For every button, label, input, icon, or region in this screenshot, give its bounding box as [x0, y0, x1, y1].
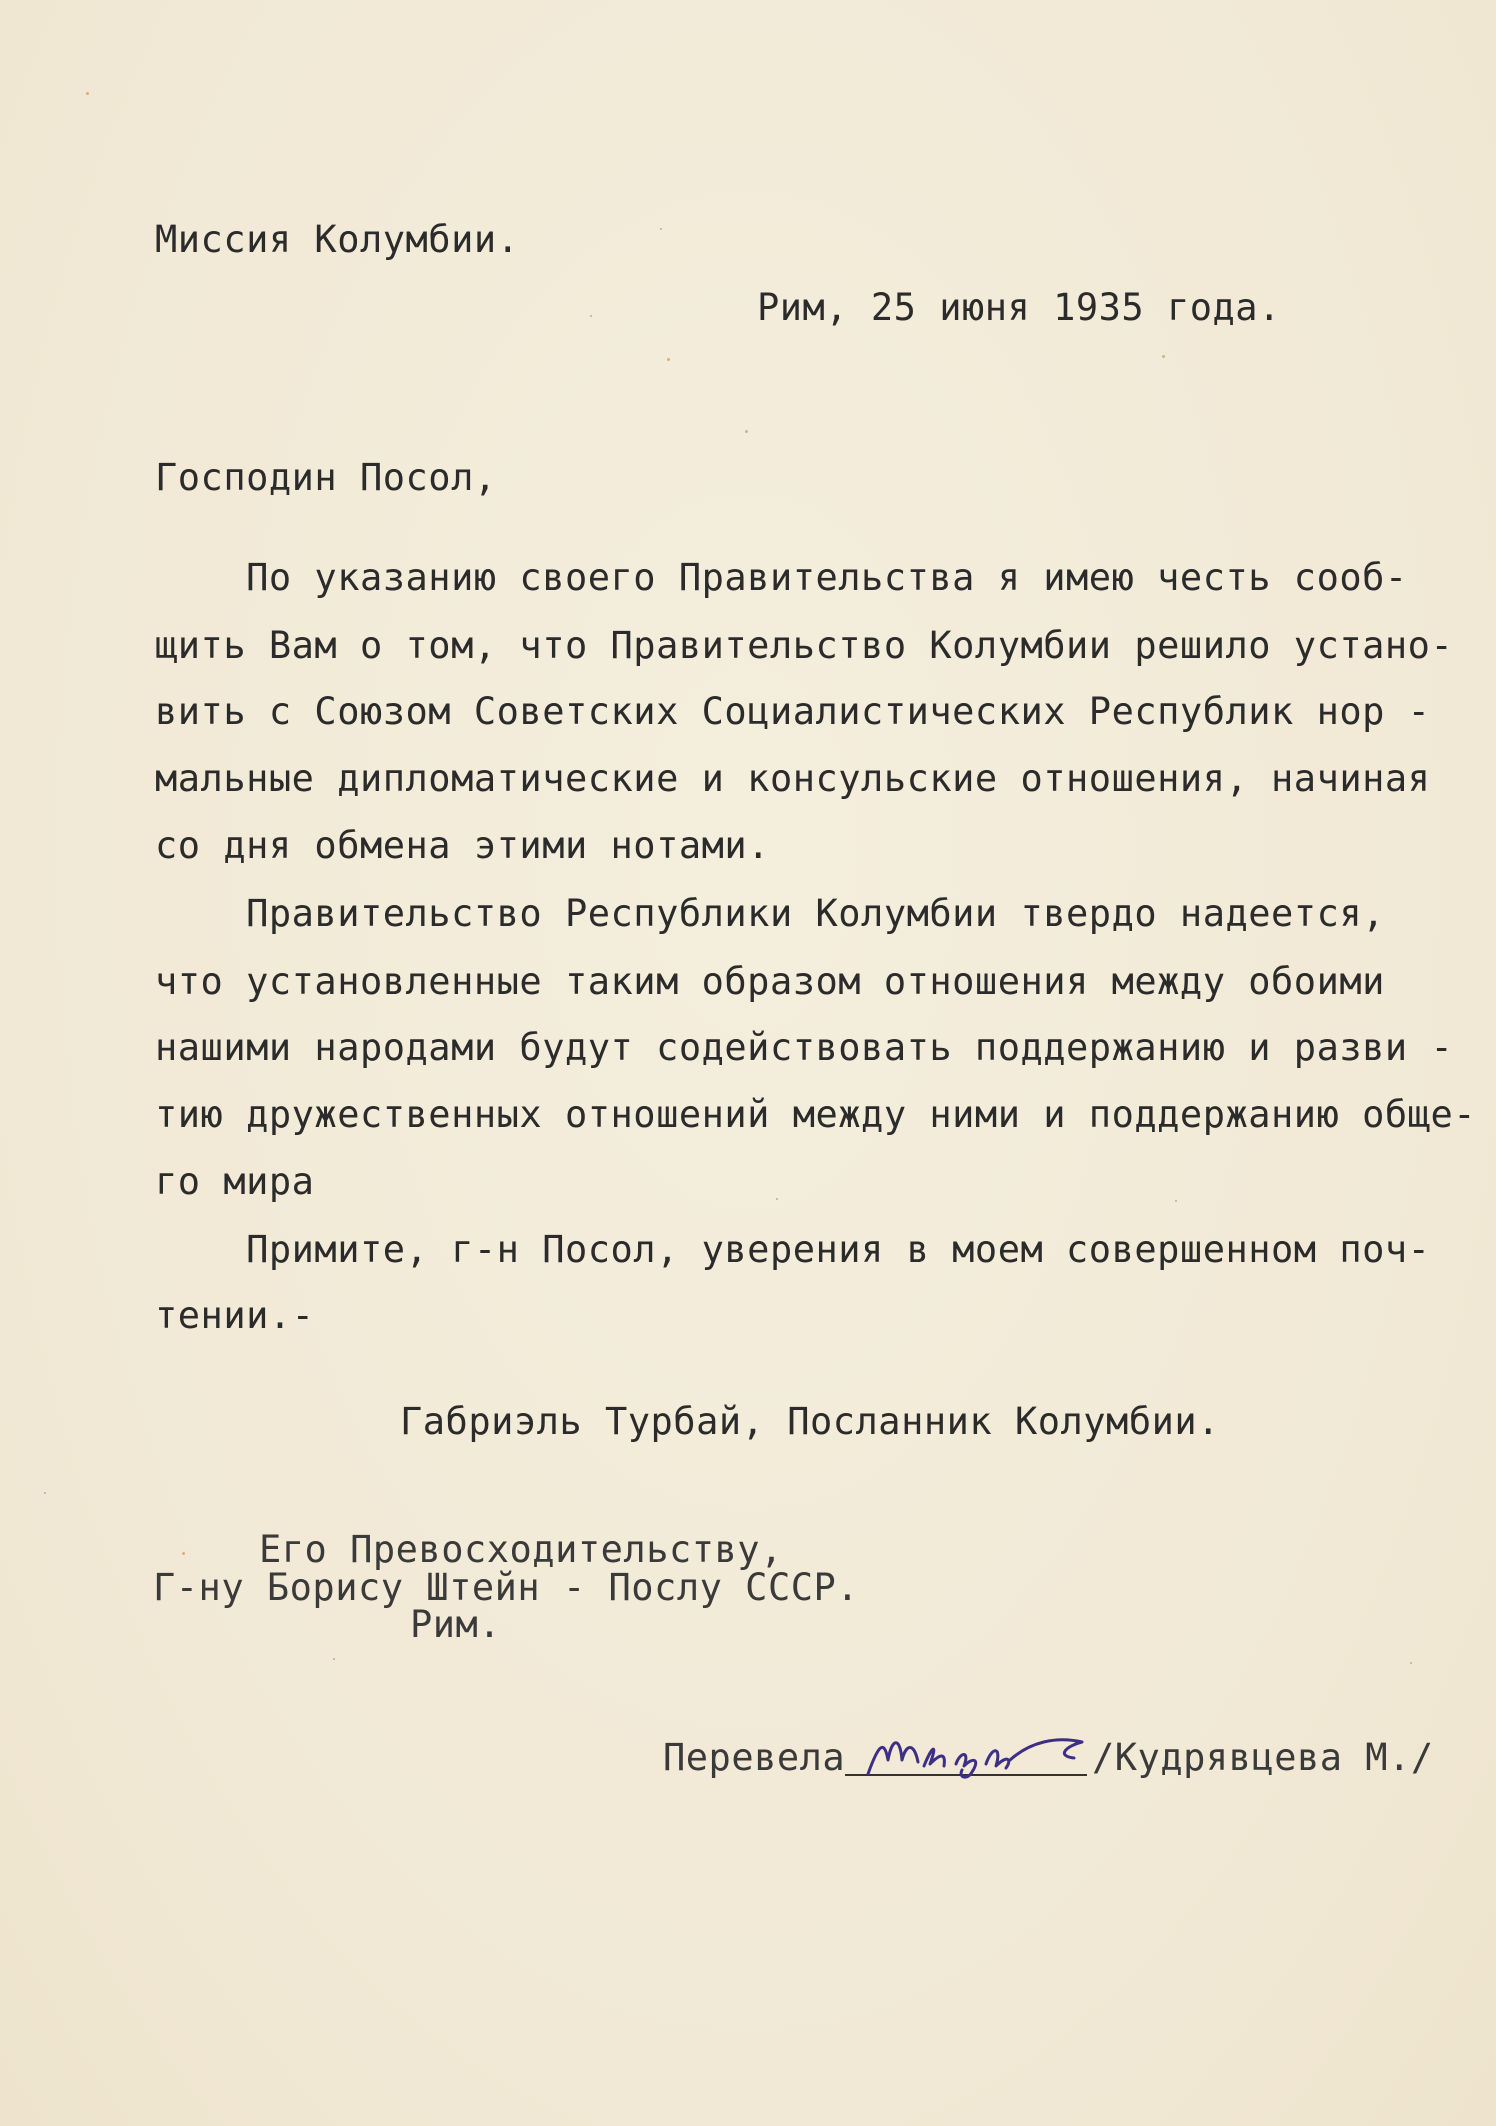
paragraph-3-line: Примите, г-н Посол, уверения в моем совершенном поч-: [155, 1228, 1431, 1271]
mission-heading: Миссия Колумбии.: [155, 218, 520, 261]
paper-speck: [776, 1198, 778, 1200]
paragraph-1-line: щить Вам о том, что Правительство Колумбии решило устано-: [155, 624, 1454, 667]
paragraph-3-line: тении.-: [155, 1294, 315, 1337]
signer-line: Габриэль Турбай, Посланник Колумбии.: [400, 1400, 1220, 1443]
paragraph-2-line: Правительство Республики Колумбии твердо надеется,: [155, 892, 1385, 935]
paper-speck: [590, 315, 592, 317]
paragraph-1-line: мальные дипломатические и консульские отношения, начиная: [155, 757, 1431, 800]
paper-speck: [745, 430, 748, 433]
addressee-line-1: Его Превосходительству,: [259, 1528, 783, 1571]
paragraph-2-line: что установленные таким образом отношения между обоими: [155, 960, 1385, 1003]
paragraph-2-line: тию дружественных отношений между ними и поддержанию обще-: [155, 1093, 1477, 1136]
paragraph-1-line: вить с Союзом Советских Социалистических Республик нор -: [155, 690, 1431, 733]
paper-speck: [86, 92, 89, 95]
paragraph-2-line: го мира: [155, 1160, 315, 1203]
paper-speck: [182, 1552, 185, 1555]
paper-speck: [660, 228, 662, 230]
paper-speck: [44, 1492, 46, 1494]
translator-prefix: Перевела: [663, 1736, 846, 1779]
paper-speck: [333, 1658, 335, 1660]
translator-name: /Кудрявцева М./: [1092, 1736, 1434, 1779]
paragraph-1-line: По указанию своего Правительства я имею честь сооб-: [155, 556, 1408, 599]
paper-speck: [1162, 355, 1165, 358]
paper-speck: [1175, 1200, 1177, 1202]
paper-speck: [667, 358, 670, 361]
salutation: Господин Посол,: [155, 456, 497, 499]
addressee-line-2: Г-ну Борису Штейн - Послу СССР.: [153, 1566, 860, 1609]
addressee-line-3: Рим.: [410, 1603, 502, 1646]
paragraph-1-line: со дня обмена этими нотами.: [155, 824, 770, 867]
handwritten-signature: [860, 1716, 1090, 1786]
place-date: Рим, 25 июня 1935 года.: [757, 286, 1281, 329]
paragraph-2-line: нашими народами будут содействовать поддержанию и разви -: [155, 1026, 1454, 1069]
paper-speck: [1410, 1662, 1412, 1664]
